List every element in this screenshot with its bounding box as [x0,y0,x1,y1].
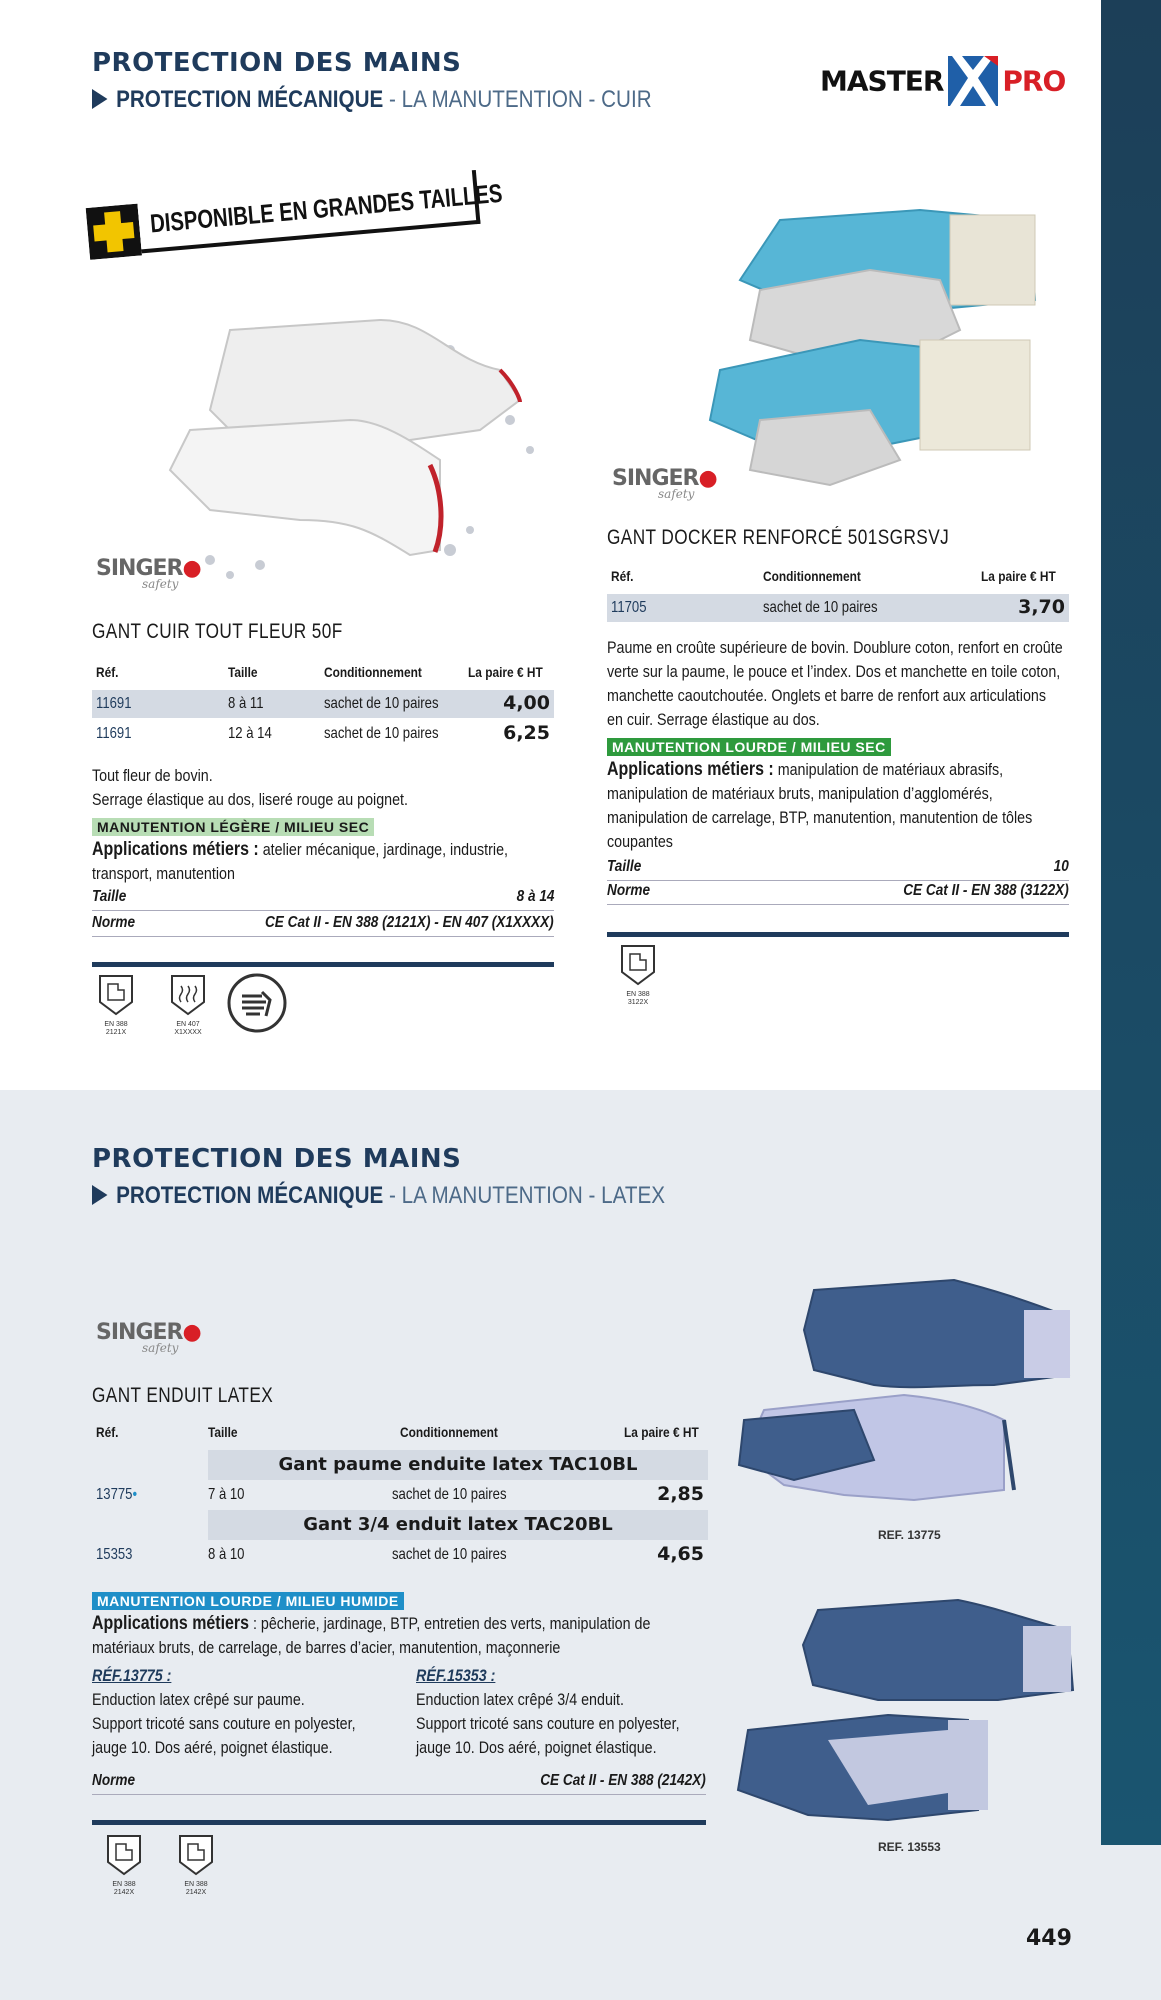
brand-logo [820,56,1065,104]
row-price: 4,65 [657,1543,704,1565]
singer-logo-mark: ● [698,466,717,491]
section2-background-right [1101,1845,1161,2000]
product1-title: GANT CUIR TOUT FLEUR 50F [92,620,343,643]
product2-divider [607,932,1069,937]
product2-description: Paume en croûte supérieure de bovin. Doublure coton, renfort en croûte verte sur la paume, le pouce et l’index. Dos et manchette en toile coton, manchette caoutchoutée. Onglets et barre de renfort aux articulations en cuir. Serrage élastique au dos. [607,638,1063,729]
en388-icon: EN 388 2142X [106,1834,149,1897]
col-size: Taille [228,664,258,680]
glove-touch-icon [226,972,288,1034]
product1-description: Tout fleur de bovin. Serrage élastique au dos, liseré rouge au poignet. [92,766,408,809]
section2-subtitle: PROTECTION MÉCANIQUE - LA MANUTENTION - LATEX [92,1182,665,1210]
row-ref: 11691 [96,695,132,712]
product3-ref-a: RÉF.13775 : Enduction latex crêpé sur paume. Support tricoté sans couture en polyester, jauge 10. Dos aéré, poignet élastique. [92,1666,356,1757]
col-size: Taille [208,1424,238,1440]
product2-badge: MANUTENTION LOURDE / MILIEU SEC [607,738,891,757]
col-price: La paire € HT [981,568,1056,584]
table-header [92,660,554,688]
page-number: 449 [1026,1926,1072,1951]
col-price: La paire € HT [624,1424,699,1440]
singer-logo: SINGER● safety [612,466,717,501]
product3-title: GANT ENDUIT LATEX [92,1384,274,1407]
col-ref: Réf. [96,664,119,680]
product2-applications: Applications métiers : manipulation de matériaux abrasifs, manipulation de matériaux bruts, manipulation d’agglomérés, manipulation de carrelage, BTP, manutention, manutention de tôles coupantes [607,759,1033,851]
product2-title: GANT DOCKER RENFORCÉ 501SGRSVJ [607,526,950,549]
leather-gloves-image [150,290,570,590]
row-price: 3,70 [1018,596,1065,618]
section1-title: PROTECTION DES MAINS [92,48,462,78]
col-price: La paire € HT [468,664,543,680]
product1-icons [98,974,298,1044]
table-row [92,690,554,718]
row-price: 2,85 [657,1483,704,1505]
row-ref: 15353 [96,1546,133,1563]
product2-table [607,564,1069,622]
table-row [92,1480,708,1510]
row-ref: 13775• [96,1486,138,1503]
brand-pro: PRO [1002,64,1066,98]
plus-icon [86,204,142,260]
col-cond: Conditionnement [400,1424,498,1440]
row-ref: 11705 [611,599,647,616]
latex-gloves-image-13775 [724,1270,1084,1520]
latex-gloves-image-13553 [718,1590,1088,1830]
banner-box [137,170,504,253]
product3-table [92,1420,708,1570]
singer-logo-mark: ● [182,556,201,581]
product3-divider [92,1820,706,1825]
large-sizes-banner [85,165,504,270]
image-ref-13553: REF. 13553 [878,1840,941,1854]
image-ref-13775: REF. 13775 [878,1528,941,1542]
table-row [92,1540,708,1570]
row-cond: sachet de 10 paires [324,725,439,742]
col-ref: Réf. [611,568,634,584]
side-bar [1101,0,1161,1845]
product3-applications: Applications métiers : pêcherie, jardinage, BTP, entretien des verts, manipulation de matériaux bruts, de carrelage, de barres d’acier, manutention, maçonnerie [92,1613,651,1657]
col-cond: Conditionnement [324,664,422,680]
new-dot-icon: • [132,1486,138,1503]
row-ref: 11691 [96,725,132,742]
row-cond: sachet de 10 paires [392,1486,507,1503]
group-header: Gant paume enduite latex TAC10BL [208,1450,708,1480]
row-cond: sachet de 10 paires [392,1546,507,1563]
en388-icon: EN 388 3122X [620,944,663,1007]
en388-icon: EN 388 2142X [178,1834,221,1897]
row-size: 7 à 10 [208,1486,245,1503]
col-ref: Réf. [96,1424,119,1440]
brand-master: MASTER [820,64,944,98]
brand-cross-icon [948,56,998,106]
singer-logo-mark: ● [182,1320,201,1345]
en388-icon: EN 388 2121X [98,974,141,1037]
product1-divider [92,962,554,967]
row-cond: sachet de 10 paires [763,599,878,616]
section2-title: PROTECTION DES MAINS [92,1144,462,1174]
row-size: 8 à 11 [228,695,264,712]
product1-badge: MANUTENTION LÉGÈRE / MILIEU SEC [92,818,374,837]
col-cond: Conditionnement [763,568,861,584]
singer-logo: SINGER● safety [96,1320,201,1355]
row-price: 6,25 [503,722,550,744]
product1-taille-row: Taille 8 à 14 [92,888,554,911]
product3-norme-row: Norme CE Cat II - EN 388 (2142X) [92,1772,706,1795]
product2-taille-row: Taille 10 [607,858,1069,881]
row-cond: sachet de 10 paires [324,695,439,712]
section1-subtitle: PROTECTION MÉCANIQUE - LA MANUTENTION - CUIR [92,86,652,114]
docker-gloves-image [700,200,1060,490]
banner-text: DISPONIBLE EN GRANDES TAILLES [148,177,504,239]
product2-norme-row: Norme CE Cat II - EN 388 (3122X) [607,882,1069,905]
table-row [92,720,554,748]
singer-logo: SINGER● safety [96,556,201,591]
triangle-icon [92,89,107,109]
triangle-icon [92,1185,107,1205]
row-price: 4,00 [503,692,550,714]
table-header [92,1420,708,1448]
group-header: Gant 3/4 enduit latex TAC20BL [208,1510,708,1540]
table-header [607,564,1069,592]
product1-norme-row: Norme CE Cat II - EN 388 (2121X) - EN 407 (X1XXXX) [92,914,554,937]
product1-applications: Applications métiers : atelier mécanique, jardinage, industrie, transport, manutention [92,839,508,883]
row-size: 8 à 10 [208,1546,245,1563]
table-row [607,594,1069,622]
en407-icon: EN 407 X1XXXX [170,974,213,1037]
row-size: 12 à 14 [228,725,272,742]
product3-ref-b: RÉF.15353 : Enduction latex crêpé 3/4 enduit. Support tricoté sans couture en polyester, jauge 10. Dos aéré, poignet élastique. [416,1666,680,1757]
product1-table [92,660,554,748]
product3-badge: MANUTENTION LOURDE / MILIEU HUMIDE [92,1592,404,1611]
